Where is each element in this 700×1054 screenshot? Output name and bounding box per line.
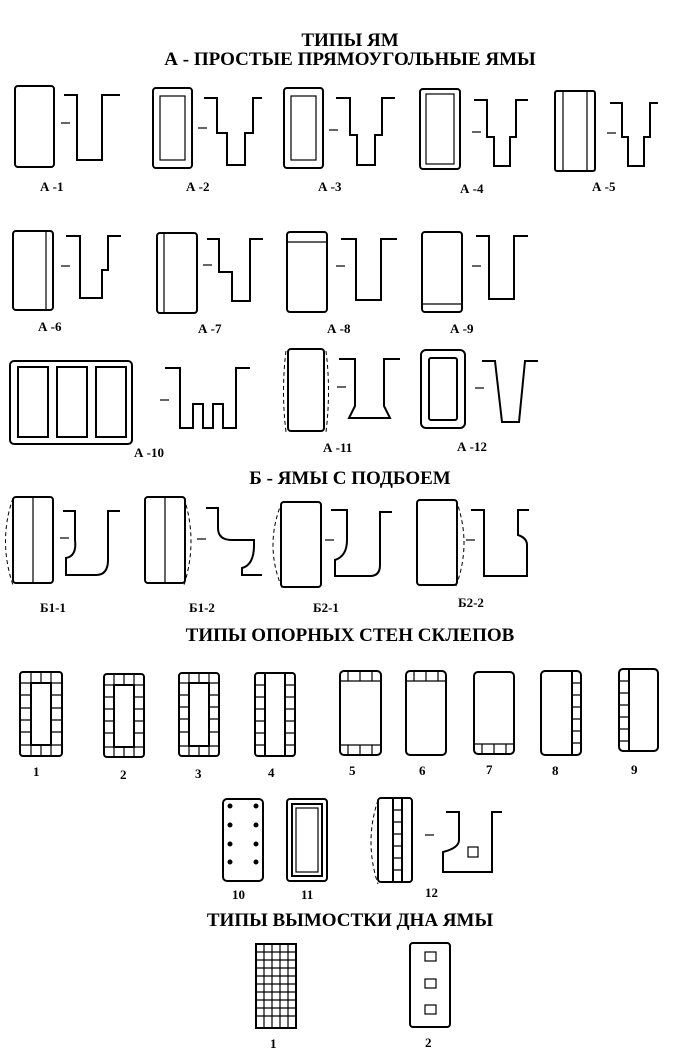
pit-section [66,236,121,298]
pit-inner-ledge [291,96,316,160]
floor-slab [425,952,436,961]
pit-chamber [18,367,48,437]
pit-type-b1-1 [6,497,121,615]
pit-section [474,100,528,166]
wall-type-12 [371,798,502,900]
pit-plan [287,232,327,312]
pit-type-b1-2 [145,497,262,615]
wall-label: 5 [349,763,356,778]
wall-bricks [20,672,62,756]
pit-label: А -12 [457,439,487,454]
pit-type-a3 [284,88,395,194]
pit-section [64,95,120,160]
pit-plan [555,91,595,171]
pit-type-a11 [284,349,401,455]
wall-type-3 [179,673,219,781]
wall-label: 10 [232,887,245,902]
pit-section [206,508,262,575]
floor-label: 1 [270,1036,277,1051]
heading-simple-rectangular-pits: А - ПРОСТЫЕ ПРЯМОУГОЛЬНЫЕ ЯМЫ [164,49,536,70]
pit-label: А -2 [186,179,210,194]
undercut-dash [371,800,378,884]
wall-outline [104,674,144,757]
wall-section-step [468,847,478,857]
pit-label: Б2-1 [313,600,339,615]
wall-bricks [572,683,581,743]
undercut-dash [284,351,287,432]
wall-outline [179,673,219,756]
wall-outline [223,799,263,881]
heading-support-wall-types: ТИПЫ ОПОРНЫХ СТЕН СКЛЕПОВ [185,625,515,646]
pit-chamber [96,367,126,437]
pit-label: А -9 [450,321,474,336]
wall-type-1 [20,672,62,779]
wall-bricks [255,685,295,745]
heading-pit-types: ТИПЫ ЯМ [301,30,399,51]
wall-inner-line [296,808,318,872]
pit-type-a4 [420,89,528,196]
pit-section [482,361,538,422]
pit-plan [288,349,324,431]
heading-undercut-pits: Б - ЯМЫ С ПОДБОЕМ [249,468,451,489]
wall-label: 9 [631,762,638,777]
floor-slab [425,1005,436,1014]
post-hole [254,804,258,808]
undercut-dash [326,351,329,432]
wall-type-9 [619,669,658,777]
wall-label: 8 [552,763,559,778]
wall-bricks [340,671,381,755]
wall-inner [31,683,51,745]
heading-floor-paving-types: ТИПЫ ВЫМОСТКИ ДНА ЯМЫ [206,910,494,931]
wall-type-5 [340,671,381,778]
post-hole [254,860,258,864]
pit-plan [157,233,197,313]
pit-label: А -11 [323,440,353,455]
pit-section [471,510,529,576]
wall-inner [189,683,209,746]
pit-type-a5 [555,91,658,194]
wall-label: 12 [425,885,438,900]
pit-section [204,98,262,165]
wall-bricks [104,674,144,757]
pit-chamber [57,367,87,437]
pit-label: Б1-1 [40,600,66,615]
pit-type-a7 [157,233,263,336]
wall-bricks [619,681,629,741]
pit-inner-ledge [429,358,457,420]
pit-label: А -4 [460,181,484,196]
pit-inner-ledge [160,96,185,160]
pit-plan [13,231,53,310]
post-hole [254,823,258,827]
post-hole [228,860,232,864]
floor-type-2 [410,943,450,1050]
pit-plan [153,88,192,168]
floor-slab [425,979,436,988]
pit-type-a12 [421,350,538,454]
pit-plan [15,86,54,167]
wall-label: 6 [419,763,426,778]
wall-label: 4 [268,765,275,780]
pit-type-a8 [287,232,397,336]
pit-section [339,359,400,418]
pit-label: А -7 [198,321,222,336]
pit-type-a10 [10,361,250,460]
pit-label: Б1-2 [189,600,215,615]
pit-plan [417,500,457,585]
wall-type-7 [474,672,514,777]
floor-type-1 [256,944,296,1051]
wall-bricks [393,810,402,870]
pit-section [331,510,392,576]
pit-section [165,368,250,428]
wall-label: 7 [486,762,493,777]
pit-type-a9 [422,232,528,336]
floor-grid [256,944,296,1028]
wall-outline [340,671,381,755]
pit-plan [422,232,462,312]
pit-plan [284,88,323,168]
pit-label: А -10 [134,445,164,460]
pit-section [336,98,395,165]
wall-label: 2 [120,767,127,782]
floor-label: 2 [425,1035,432,1050]
pit-section [476,236,528,299]
wall-type-2 [104,674,144,782]
wall-outline [406,671,446,755]
pit-label: Б2-2 [458,595,484,610]
undercut-dash [6,498,14,585]
wall-label: 11 [301,887,314,902]
pit-section [341,239,397,300]
pit-label: А -5 [592,179,616,194]
wall-type-4 [255,673,295,780]
wall-type-11 [287,799,327,902]
pit-type-a6 [13,231,121,334]
post-hole [228,804,232,808]
wall-type-8 [541,671,581,778]
pit-label: А -8 [327,321,351,336]
post-hole [228,842,232,846]
pit-label: А -3 [318,179,342,194]
wall-outline [474,672,514,754]
pit-type-b2-1 [273,502,392,615]
pit-label: А -1 [40,179,64,194]
pit-plan [281,502,321,587]
pit-type-b2-2 [417,500,529,610]
wall-bricks [406,671,446,681]
wall-type-6 [406,671,446,778]
pit-label: А -6 [38,319,62,334]
pit-section [63,511,120,575]
wall-label: 3 [195,766,202,781]
post-hole [228,823,232,827]
pit-section [610,103,658,166]
wall-bricks [179,673,219,756]
post-hole [254,842,258,846]
wall-inner [114,685,134,747]
pit-section [207,239,263,301]
pit-type-a2 [153,88,262,194]
wall-outline [20,672,62,756]
wall-label: 1 [33,764,40,779]
wall-bricks [474,744,514,754]
wall-type-10 [223,799,263,902]
pit-plan [421,350,465,428]
pit-plan [10,361,132,444]
pit-inner-ledge [426,94,454,164]
pit-type-a1 [15,86,120,194]
wall-section [443,812,502,872]
